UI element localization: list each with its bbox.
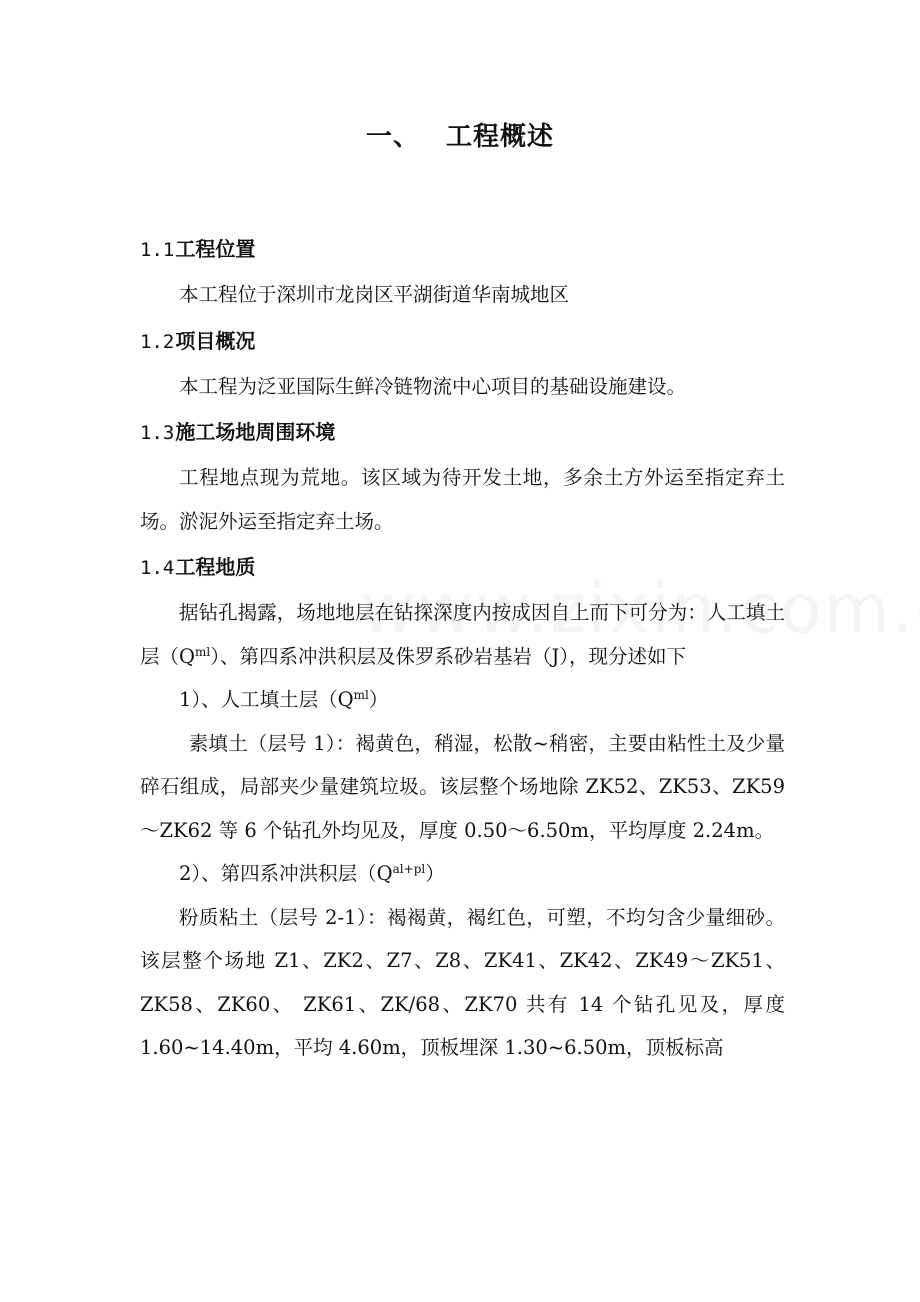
layer-1-heading [140,678,785,722]
layer-1-description: 素填土（层号 1）：褐黄色，稍湿，松散~稍密，主要由粘性土及少量碎石组成，局部夹少量建筑垃圾。该层整个场地除 ZK52、ZK53、ZK59～ZK62 等 6 个钻孔外均见及，厚度 0.50～6.50m，平均厚度 2.24m。 [140,731,785,842]
section-number: 1.2 [140,330,175,353]
title-number: 一、 [365,122,420,152]
section-number: 1.1 [140,239,175,261]
paragraph: 本工程为泛亚国际生鲜冷链物流中心项目的基础设施建设。 [179,374,687,398]
superscript: ml [195,644,211,659]
text-run: ） [368,688,389,711]
section-title: 工程位置 [175,237,256,261]
section-title: 施工场地周围环境 [175,420,336,444]
section-heading-1-1 [140,225,785,273]
paragraph: 工程地点现为荒地。该区域为待开发土地，多余土方外运至指定弃土场。淤泥外运至指定弃土场。 [140,466,785,533]
text-run: ）、第四系冲洪积层及侏罗系砂岩基岩（J），现分述如下 [210,644,687,668]
text-run: 1）、人工填土层（Q [179,688,354,711]
text-run: 2）、第四系冲洪积层（Q [179,862,393,885]
superscript: al+pl [392,862,426,876]
section-heading-1-2 [140,317,785,365]
layer-2-description: 粉质粘土（层号 2-1）：褐褐黄，褐红色，可塑，不均匀含少量细砂。该层整个场地 Z1、ZK2、Z7、Z8、ZK41、ZK42、ZK49～ZK51、ZK58、ZK60、 ZK61、ZK/68、ZK70 共有 14 个钻孔见及，厚度 1.60~14.40m，平均 4.60m，顶板埋深 1.30~6.50m，顶板标高 [140,905,785,1059]
superscript: ml [353,688,369,702]
section-number: 1.4 [140,557,175,579]
text-run: ） [425,862,445,885]
text-run: 据钻孔揭露，场地地层在钻探深度内按成因自上而下可分为：人工填土层（Q [140,601,785,668]
paragraph: 本工程位于深圳市龙岗区平湖街道华南城地区 [179,283,570,306]
section-heading-1-3 [140,408,785,456]
document-body [140,225,785,1070]
layer-2-heading [140,852,785,896]
section-title: 项目概况 [175,328,256,353]
section-title: 工程地质 [175,555,256,579]
title-text: 工程概述 [446,122,555,152]
section-heading-1-4 [140,543,785,591]
section-number: 1.3 [140,422,175,444]
page-title [0,116,920,153]
geology-intro [140,591,785,678]
